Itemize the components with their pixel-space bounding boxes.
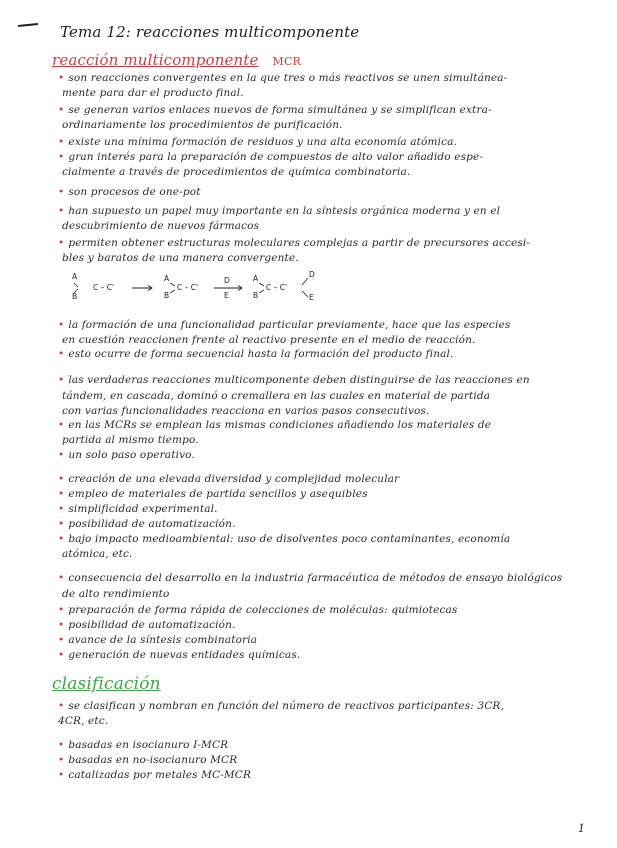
r1-bond-label: C – C'	[93, 283, 115, 292]
p1-bond-bottom	[170, 290, 175, 293]
bullet-mark: •	[58, 151, 65, 163]
bullet-mark: •	[58, 319, 65, 331]
line-text: bles y baratos de una manera convergente.	[62, 252, 299, 264]
section2-line	[58, 619, 236, 632]
section2-line	[58, 319, 510, 332]
line-text: mente para dar el producto final.	[62, 87, 244, 99]
bullet-mark: •	[58, 237, 65, 249]
section2-line	[58, 533, 510, 546]
bullet-mark: •	[58, 503, 65, 515]
line-text: preparación de forma rápida de colecciones de moléculas: quimiotecas	[68, 604, 458, 616]
bullet-mark: •	[58, 72, 65, 84]
section3-line	[58, 700, 504, 713]
bullet-mark: •	[58, 700, 65, 712]
line-text: catalizadas por metales MC-MCR	[68, 769, 252, 781]
section3-line	[58, 769, 251, 782]
section2-line	[62, 405, 430, 418]
bullet-mark: •	[58, 619, 65, 631]
page-number: 1	[578, 822, 585, 835]
section2-line	[58, 572, 562, 585]
p2-label-b: B	[253, 291, 259, 300]
r1-bond-top	[74, 283, 78, 287]
bullet-mark: •	[58, 104, 65, 116]
section2-line	[58, 419, 491, 432]
p2-end-e: E	[309, 293, 314, 302]
bullet-mark: •	[58, 572, 65, 584]
p1-label-b: B	[164, 291, 170, 300]
line-text: un solo paso operativo.	[68, 449, 195, 461]
bullet-mark: •	[58, 205, 65, 217]
line-text: avance de la síntesis combinatoria	[68, 634, 258, 646]
section2-line	[62, 434, 199, 447]
line-text: permiten obtener estructuras moleculares complejas a partir de precursores accesi-	[68, 237, 531, 249]
section3-line	[58, 754, 237, 767]
section-heading-abbr: MCR	[272, 55, 301, 68]
bullet-mark: •	[58, 634, 65, 646]
p2-end-d: D	[309, 270, 315, 279]
bullet-mark: •	[58, 488, 65, 500]
line-text: existe una mínima formación de residuos y una alta economía atómica.	[68, 136, 458, 148]
line-text: descubrimiento de nuevos fármacos	[62, 220, 260, 232]
section3-line	[58, 715, 108, 728]
line-text: atómica, etc.	[62, 548, 133, 560]
section2-line	[58, 634, 257, 647]
line-text: se clasifican y nombran en función del número de reactivos participantes: 3CR,	[68, 700, 504, 712]
section3-line	[58, 739, 228, 752]
line-text: tándem, en cascada, dominó o cremallera en las cuales en material de partida	[62, 390, 491, 402]
line-text: basadas en no-isocianuro MCR	[68, 754, 238, 766]
p1-label-a: A	[164, 274, 170, 283]
line-text: gran interés para la preparación de compuestos de alto valor añadido espe-	[68, 151, 484, 163]
p2-chain: C – C'	[266, 283, 288, 292]
arrow2-reagent-d: D	[224, 276, 230, 285]
bullet-mark: •	[58, 649, 65, 661]
section2-line	[62, 334, 476, 347]
line-text: las verdaderas reacciones multicomponente deben distinguirse de las reacciones en	[68, 374, 530, 386]
bullet-mark: •	[58, 449, 65, 461]
arrow2-reagent-e: E	[224, 291, 229, 300]
bullet-mark: •	[58, 374, 65, 386]
line-text: la formación de una funcionalidad particular previamente, hace que las especies	[68, 319, 511, 331]
line-text: simplificidad experimental.	[68, 503, 218, 515]
line-text: creación de una elevada diversidad y complejidad molecular	[68, 473, 400, 485]
r1-label-b: B	[72, 292, 78, 301]
line-text: de alto rendimiento	[62, 588, 170, 600]
r1-label-a: A	[72, 272, 78, 281]
section2-line	[58, 488, 368, 501]
section2-line	[62, 390, 490, 403]
line-text: con varias funcionalidades reacciona en varios pasos consecutivos.	[62, 405, 430, 417]
p2-bond-top	[259, 283, 264, 286]
bullet-mark: •	[58, 136, 65, 148]
classification-heading: clasificación	[52, 674, 161, 694]
bullet-mark: •	[58, 769, 65, 781]
section2-line	[58, 374, 530, 387]
p2-end-bond-bottom	[302, 291, 308, 297]
section2-line	[58, 518, 236, 531]
page-title: Tema 12: reacciones multicomponente	[60, 23, 360, 41]
p2-bond-bottom	[259, 290, 264, 293]
line-text: partida al mismo tiempo.	[62, 434, 199, 446]
bullet-mark: •	[58, 186, 65, 198]
section2-line	[58, 649, 300, 662]
section2-line	[58, 449, 195, 462]
bullet-mark: •	[58, 739, 65, 751]
p2-end-bond-top	[302, 278, 308, 285]
line-text: son reacciones convergentes en la que tres o más reactivos se unen simultánea-	[68, 72, 508, 84]
line-text: son procesos de one-pot	[68, 186, 201, 198]
line-text: esto ocurre de forma secuencial hasta la formación del producto final.	[68, 348, 454, 360]
line-text: cialmente a través de procedimientos de química combinatoria.	[62, 166, 411, 178]
line-text: consecuencia del desarrollo en la industria farmacéutica de métodos de ensayo biológicos	[68, 572, 563, 584]
bullet-mark: •	[58, 473, 65, 485]
bullet-mark: •	[58, 419, 65, 431]
p1-chain: C – C'	[177, 283, 199, 292]
line-text: empleo de materiales de partida sencillos y asequibles	[68, 488, 368, 500]
line-text: posibilidad de automatización.	[68, 518, 236, 530]
line-text: han supuesto un papel muy importante en la síntesis orgánica moderna y en el	[68, 205, 501, 217]
bullet-mark: •	[58, 754, 65, 766]
p2-label-a: A	[253, 274, 259, 283]
section2-line	[58, 473, 399, 486]
line-text: bajo impacto medioambiental: uso de disolventes poco contaminantes, economía	[68, 533, 511, 545]
line-text: posibilidad de automatización.	[68, 619, 236, 631]
line-text: basadas en isocianuro I-MCR	[68, 739, 229, 751]
bullet-mark: •	[58, 533, 65, 545]
bullet-mark: •	[58, 604, 65, 616]
section2-line	[58, 348, 454, 361]
bullet-mark: •	[58, 348, 65, 360]
line-text: se generan varios enlaces nuevos de forma simultánea y se simplifican extra-	[68, 104, 492, 116]
line-text: generación de nuevas entidades químicas.	[68, 649, 301, 661]
section2-line	[62, 588, 170, 601]
line-text: en cuestión reaccionen frente al reactivo presente en el medio de reacción.	[62, 334, 476, 346]
bullet-mark: •	[58, 518, 65, 530]
line-text: ordinariamente los procedimientos de purificación.	[62, 119, 343, 131]
section2-line	[58, 503, 218, 516]
section2-line	[62, 548, 133, 561]
section-heading-text: reacción multicomponente	[52, 51, 259, 69]
section2-line	[58, 604, 457, 617]
p1-bond-top	[170, 283, 175, 286]
line-text: 4CR, etc.	[58, 715, 109, 727]
line-text: en las MCRs se emplean las mismas condiciones añadiendo los materiales de	[68, 419, 492, 431]
